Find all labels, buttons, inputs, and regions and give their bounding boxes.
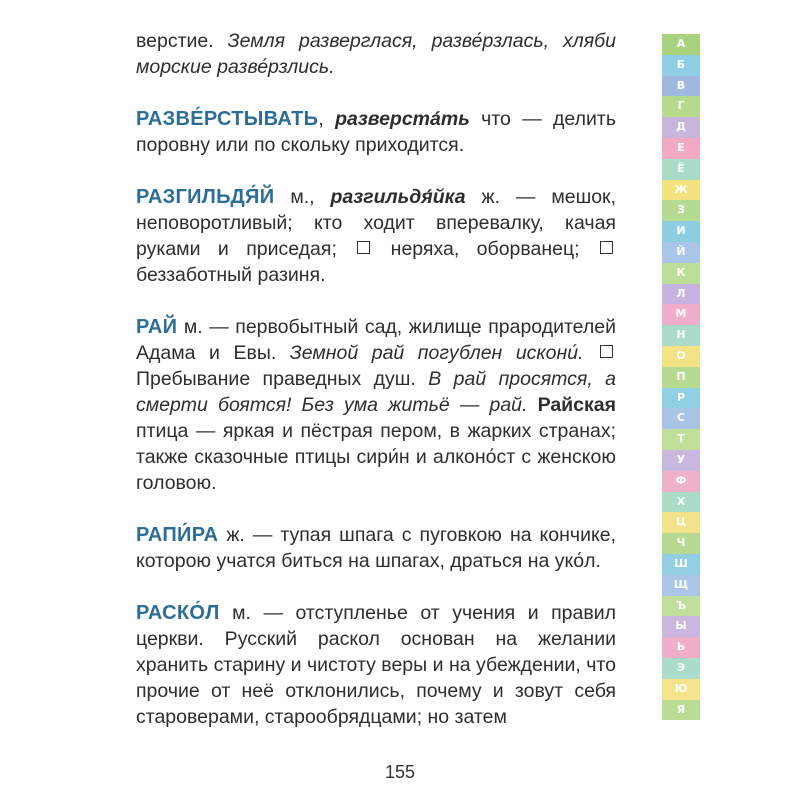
alphabet-letter: Ч	[662, 533, 700, 554]
headword: РАЗГИЛЬДЯ́Й	[136, 186, 275, 208]
alphabet-letter: И	[662, 221, 700, 242]
definition-text: птица — яркая и пёстрая пером, в жарких странах; также сказочные птицы сири́н и алконо́ст с женскою головою.	[136, 420, 616, 494]
alphabet-index-tab	[662, 34, 700, 720]
example-text: Земля разверглася, разве́рзлась, хляби морские разве́рзлись.	[136, 30, 616, 78]
alphabet-letter: Ё	[662, 159, 700, 180]
alphabet-letter: Ж	[662, 180, 700, 201]
entry-paragraph	[136, 28, 616, 80]
alphabet-letter: Р	[662, 388, 700, 409]
headword-variant: разгильдя́йка	[330, 186, 466, 208]
square-bullet-icon	[600, 241, 613, 254]
definition-text: м. — отступленье от учения и правил церкви. Русский раскол основан на желании хранить старину и чистоту веры и на убеждении, что прочие от неё отклонились, почему и зовут себя староверами, старообрядцами; но затем	[136, 602, 616, 728]
headword: РАЗВЕ́РСТЫВАТЬ	[136, 108, 319, 130]
alphabet-letter: Ь	[662, 637, 700, 658]
alphabet-letter: Г	[662, 96, 700, 117]
page-margin	[700, 0, 800, 800]
alphabet-letter: Д	[662, 117, 700, 138]
alphabet-letter: Х	[662, 492, 700, 513]
alphabet-letter: З	[662, 200, 700, 221]
alphabet-letter: У	[662, 450, 700, 471]
definition-text: беззаботный разиня.	[136, 264, 326, 286]
alphabet-letter: К	[662, 263, 700, 284]
entry-paragraph	[136, 600, 616, 730]
definition-text: ж. — тупая шпага с пуговкою на кончике, которою учатся биться на шпагах, драться на уко́л.	[136, 524, 616, 572]
dictionary-text-column	[136, 28, 616, 756]
dictionary-entry-rapira	[136, 522, 616, 574]
alphabet-letter: О	[662, 346, 700, 367]
alphabet-letter: Ц	[662, 512, 700, 533]
square-bullet-icon	[600, 345, 613, 358]
headword: РАСКО́Л	[136, 602, 220, 624]
alphabet-letter: М	[662, 304, 700, 325]
alphabet-letter: С	[662, 408, 700, 429]
definition-text: м. — первобытный сад, жилище прародителей Адама и Евы.	[136, 316, 616, 364]
alphabet-letter: П	[662, 367, 700, 388]
definition-text: Пребывание праведных душ.	[136, 368, 429, 390]
definition-text: верстие.	[136, 30, 228, 52]
alphabet-letter: Е	[662, 138, 700, 159]
alphabet-letter: Э	[662, 658, 700, 679]
dictionary-entry-razgildyay	[136, 184, 616, 288]
alphabet-letter: Я	[662, 700, 700, 721]
dictionary-entry-raskol	[136, 600, 616, 730]
page-number: 155	[384, 762, 416, 782]
definition-text: неряха, оборванец;	[373, 238, 597, 260]
entry-paragraph	[136, 314, 616, 496]
definition-text	[527, 394, 537, 416]
alphabet-letter: А	[662, 34, 700, 55]
definition-text: м.,	[274, 186, 331, 208]
definition-text: что — делить поровну или по скольку приходится.	[136, 108, 616, 156]
dictionary-entry-ray	[136, 314, 616, 496]
dictionary-entry-razverstyvat	[136, 106, 616, 158]
example-text: Земной рай погублен искони́.	[289, 342, 584, 364]
dictionary-entry-cont	[136, 28, 616, 80]
square-bullet-icon	[357, 241, 370, 254]
alphabet-letter: Н	[662, 325, 700, 346]
alphabet-letter: Ю	[662, 679, 700, 700]
entry-paragraph	[136, 522, 616, 574]
entry-paragraph	[136, 184, 616, 288]
definition-text	[583, 342, 597, 364]
definition-text: ж. — мешок, неповоротливый; кто ходит вперевалку, качая руками и приседая;	[136, 186, 617, 260]
alphabet-letter: Л	[662, 284, 700, 305]
alphabet-letter: Ы	[662, 616, 700, 637]
alphabet-letter: Й	[662, 242, 700, 263]
alphabet-letter: Ф	[662, 471, 700, 492]
headword-variant: разверста́ть	[335, 108, 470, 130]
alphabet-letter: Ш	[662, 554, 700, 575]
headword: РАПИ́РА	[136, 524, 219, 546]
alphabet-letter: Т	[662, 429, 700, 450]
alphabet-letter: Щ	[662, 575, 700, 596]
alphabet-letter: В	[662, 76, 700, 97]
alphabet-letter: Ъ	[662, 596, 700, 617]
bold-term: Райская	[537, 394, 616, 416]
definition-text: ,	[318, 108, 336, 130]
alphabet-letter: Б	[662, 55, 700, 76]
headword: РАЙ	[136, 316, 178, 338]
entry-paragraph	[136, 106, 616, 158]
example-text: В рай просятся, а смерти боятся! Без ума житьё — рай.	[136, 368, 616, 416]
